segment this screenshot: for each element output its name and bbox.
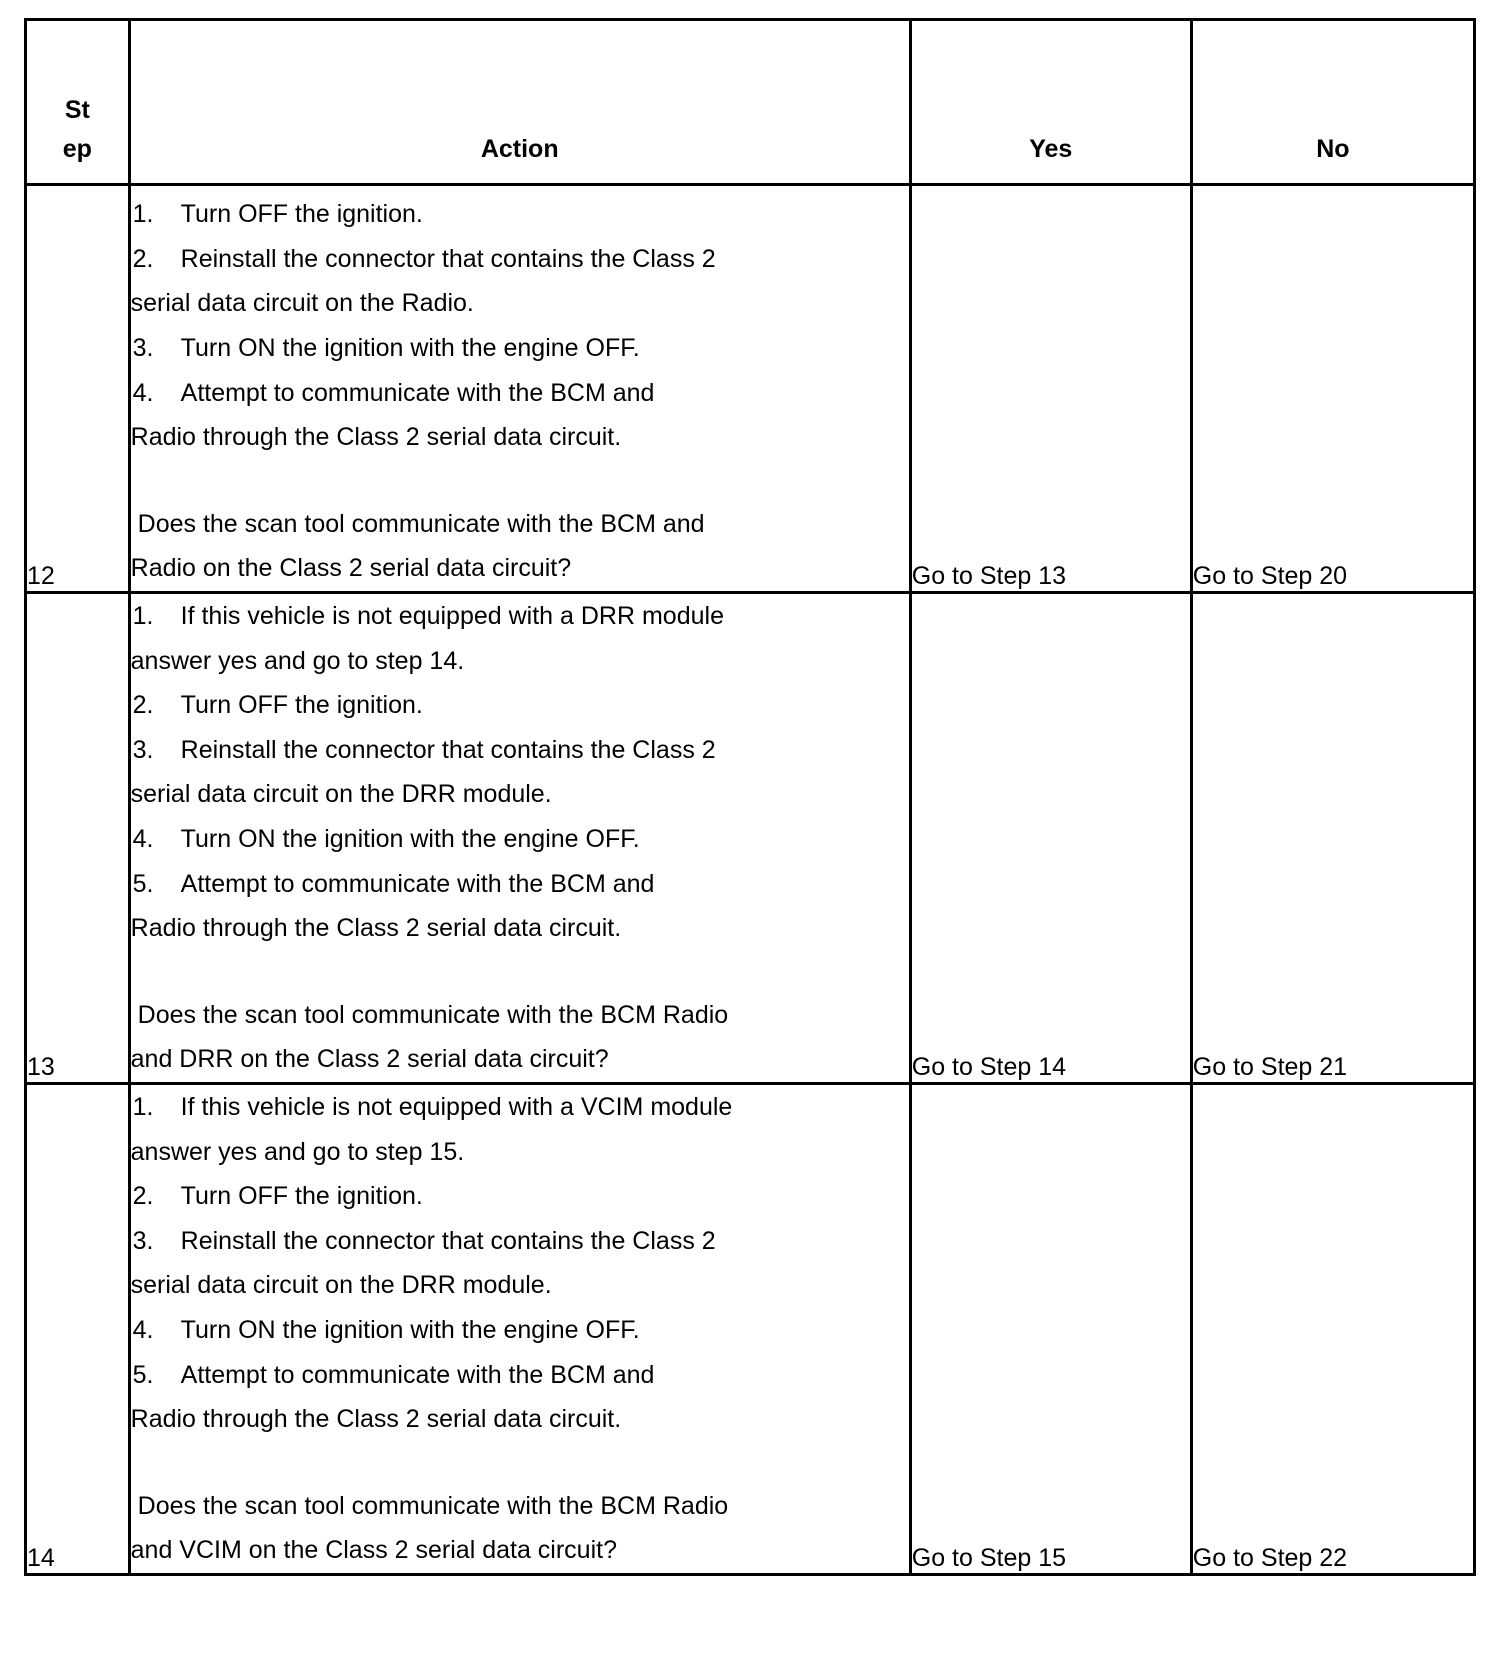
action-text: serial data circuit on the Radio. <box>130 289 474 318</box>
header-step <box>26 20 130 185</box>
action-step-number: 4. <box>132 824 154 853</box>
header-step-line1: St <box>64 96 90 124</box>
action-line <box>131 1397 909 1442</box>
action-text: Turn ON the ignition with the engine OFF. <box>180 1315 640 1344</box>
no-result: Go to Step 21 <box>1191 593 1474 1084</box>
action-line <box>131 1263 909 1308</box>
question-line1: Does the scan tool communicate with the BCM and <box>137 509 705 538</box>
header-row <box>26 20 1475 185</box>
action-text: Radio through the Class 2 serial data circuit. <box>130 423 622 452</box>
action-text: Radio through the Class 2 serial data circuit. <box>130 1405 622 1434</box>
action-line <box>131 906 909 951</box>
action-text: Reinstall the connector that contains the Class 2 <box>180 1226 716 1255</box>
action-text: If this vehicle is not equipped with a DRR module <box>180 602 724 630</box>
action-line <box>131 281 909 326</box>
action-text: Reinstall the connector that contains the Class 2 <box>180 735 716 764</box>
action-text: Turn OFF the ignition. <box>180 1182 423 1211</box>
action-text: Turn ON the ignition with the engine OFF. <box>180 824 640 853</box>
action-step-number: 3. <box>132 334 154 363</box>
action-step-number: 1. <box>132 1092 154 1121</box>
question-line2: and VCIM on the Class 2 serial data circuit? <box>130 1536 617 1565</box>
action-text: serial data circuit on the DRR module. <box>130 780 552 809</box>
action-line <box>131 1085 909 1130</box>
table-row <box>26 593 1475 1084</box>
action-text: Reinstall the connector that contains the Class 2 <box>180 244 716 273</box>
action-step-number: 3. <box>132 735 154 764</box>
action-text: Turn ON the ignition with the engine OFF. <box>180 334 640 363</box>
table-row <box>26 1083 1475 1574</box>
spacer <box>131 1442 909 1484</box>
spacer <box>131 951 909 993</box>
yes-result: Go to Step 15 <box>910 1083 1191 1574</box>
action-step-number: 1. <box>132 602 154 630</box>
action-step-number: 2. <box>132 244 154 273</box>
table-row <box>26 185 1475 593</box>
step-number: 14 <box>26 1083 130 1574</box>
action-line <box>131 237 909 282</box>
action-step-number: 2. <box>132 1182 154 1211</box>
yes-result: Go to Step 14 <box>910 593 1191 1084</box>
action-cell <box>129 1083 910 1574</box>
spacer <box>131 460 909 502</box>
action-line <box>131 683 909 728</box>
action-line <box>131 772 909 817</box>
step-number: 13 <box>26 593 130 1084</box>
action-line <box>131 192 909 237</box>
action-text: answer yes and go to step 14. <box>130 646 465 675</box>
action-line <box>131 326 909 371</box>
action-text: serial data circuit on the DRR module. <box>130 1271 552 1300</box>
action-line <box>131 1308 909 1353</box>
no-result: Go to Step 20 <box>1191 185 1474 593</box>
action-text: If this vehicle is not equipped with a VCIM module <box>180 1092 733 1121</box>
question-line2: Radio on the Class 2 serial data circuit? <box>130 554 572 583</box>
action-line <box>131 817 909 862</box>
action-step-number: 5. <box>132 1360 154 1389</box>
action-text: Attempt to communicate with the BCM and <box>180 378 655 407</box>
action-step-number: 5. <box>132 869 154 898</box>
action-line <box>131 1219 909 1264</box>
action-line <box>131 594 909 639</box>
action-text: Radio through the Class 2 serial data circuit. <box>130 914 622 943</box>
action-line <box>131 1353 909 1398</box>
action-line <box>131 639 909 684</box>
action-line <box>131 862 909 907</box>
action-text: Attempt to communicate with the BCM and <box>180 1360 655 1389</box>
action-step-number: 1. <box>132 200 154 229</box>
question-line1: Does the scan tool communicate with the BCM Radio <box>137 1491 729 1520</box>
header-yes: Yes <box>910 20 1191 185</box>
action-step-number: 3. <box>132 1226 154 1255</box>
header-action: Action <box>129 20 910 185</box>
header-no: No <box>1191 20 1474 185</box>
action-text: Turn OFF the ignition. <box>180 691 423 720</box>
action-line <box>131 1174 909 1219</box>
action-line <box>131 371 909 416</box>
action-text: Turn OFF the ignition. <box>180 200 423 229</box>
step-number: 12 <box>26 185 130 593</box>
no-result: Go to Step 22 <box>1191 1083 1474 1574</box>
question-line1: Does the scan tool communicate with the BCM Radio <box>137 1000 729 1029</box>
action-cell <box>129 593 910 1084</box>
action-line <box>131 415 909 460</box>
action-text: answer yes and go to step 15. <box>130 1137 465 1166</box>
action-line <box>131 1130 909 1175</box>
yes-result: Go to Step 13 <box>910 185 1191 593</box>
action-cell <box>129 185 910 593</box>
action-step-number: 4. <box>132 1315 154 1344</box>
action-line <box>131 728 909 773</box>
action-text: Attempt to communicate with the BCM and <box>180 869 655 898</box>
question-line2: and DRR on the Class 2 serial data circuit? <box>130 1045 609 1074</box>
header-step-line2: ep <box>62 135 92 163</box>
action-step-number: 4. <box>132 378 154 407</box>
diagnostic-table <box>24 18 1476 1576</box>
action-step-number: 2. <box>132 691 154 720</box>
